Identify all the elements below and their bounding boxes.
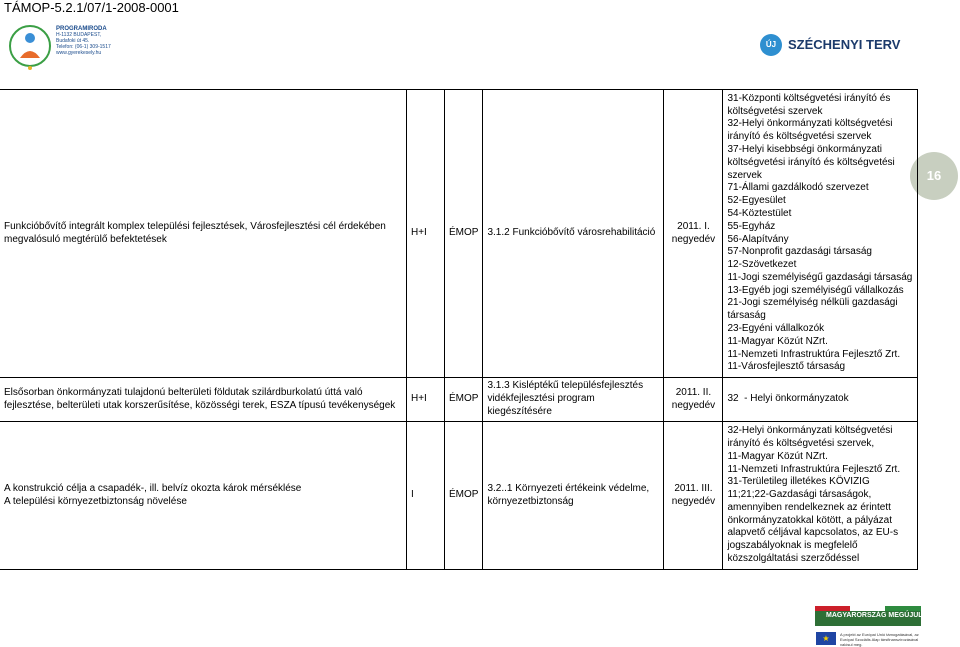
beneficiary-line: amennyiben rendelkeznek az érintett — [727, 501, 891, 513]
measure-cell: 3.1.2 Funkcióbővítő városrehabilitáció — [483, 90, 664, 378]
date-cell: 2011. III. negyedév — [664, 422, 723, 570]
goal-cell: Funkcióbővítő integrált komplex települési fejlesztések, Városfejlesztési cél érdekében megvalósuló megtérülő befektetések — [0, 90, 407, 378]
program-cell: ÉMOP — [445, 422, 483, 570]
program-table — [0, 89, 918, 570]
programiroda-logo — [8, 24, 118, 70]
beneficiary-line: 23-Egyéni vállalkozók — [727, 323, 825, 335]
page-number: 16 — [910, 152, 958, 200]
beneficiary-line: 55-Egyház — [727, 220, 776, 232]
type-cell: H+I — [407, 378, 445, 422]
beneficiary-line: 32-Helyi önkormányzati költségvetési — [727, 118, 893, 130]
beneficiary-line: 11-Magyar Közút NZrt. — [727, 335, 828, 347]
beneficiary-line: 12-Szövetkezet — [727, 259, 797, 271]
measure-cell: 3.2..1 Környezeti értékeink védelme, környezetbiztonság — [483, 422, 664, 570]
program-cell: ÉMOP — [445, 90, 483, 378]
beneficiary-line: 11-Nemzeti Infrastruktúra Fejlesztő Zrt. — [727, 348, 901, 360]
eu-flag-icon: ★ — [816, 632, 836, 645]
beneficiary-line: szervek — [727, 169, 762, 181]
date-cell: 2011. II. negyedév — [664, 378, 723, 422]
logo-name: PROGRAMIRODA — [56, 26, 107, 32]
beneficiary-line: 71-Állami gazdálkodó szervezet — [727, 182, 869, 194]
beneficiary-line: 54-Köztestület — [727, 207, 792, 219]
beneficiary-line: 13-Egyéb jogi személyiségű vállalkozás — [727, 284, 904, 296]
beneficiary-line: 11;21;22-Gazdasági társaságok, — [727, 489, 872, 501]
beneficiary-line: irányító és költségvetési szervek — [727, 131, 872, 143]
beneficiary-line: 11-Városfejlesztő társaság — [727, 361, 846, 373]
beneficiary-line: 11-Magyar Közút NZrt. — [727, 450, 828, 462]
beneficiary-line: költségvetési irányító és költségvetési — [727, 156, 895, 168]
beneficiary-line: jogszabályoknak is megfelelő — [727, 540, 858, 552]
beneficiary-line: alapvető céljával kapcsolatos, az EU-s — [727, 527, 899, 539]
beneficiary-line: irányító és költségvetési szervek, — [727, 437, 875, 449]
hungarian-flag-icon — [815, 606, 921, 611]
type-cell: H+I — [407, 90, 445, 378]
beneficiary-line: 31-Területileg illetékes KÖVIZIG — [727, 476, 870, 488]
eu-funding-text: A projekt az Európai Unió támogatásával, az Európai Szociális Alap társfinanszírozásával valósul meg. — [840, 632, 919, 647]
beneficiary-line: 37-Helyi kisebbségi önkormányzati — [727, 143, 882, 155]
beneficiary-line: 56-Alapítvány — [727, 233, 789, 245]
badge-text: MAGYARORSZÁG MEGÚJUL — [826, 612, 923, 619]
beneficiary-line: költségvetési szervek — [727, 105, 823, 117]
type-cell: I — [407, 422, 445, 570]
beneficiaries-cell — [723, 90, 918, 378]
beneficiary-line: 52-Egyesület — [727, 195, 786, 207]
program-cell: ÉMOP — [445, 378, 483, 422]
szechenyi-logo-text: SZÉCHENYI TERV — [788, 37, 901, 52]
goal-cell: A konstrukció célja a csapadék-, ill. belvíz okozta károk mérséklése A települési környezetbiztonság növelése — [0, 422, 407, 570]
beneficiary-line: társaság — [727, 310, 766, 322]
beneficiary-line: 32 - Helyi önkormányzatok — [727, 393, 849, 405]
beneficiaries-cell — [723, 422, 918, 570]
beneficiary-line: 31-Központi költségvetési irányító és — [727, 92, 891, 104]
beneficiary-line: 11-Nemzeti Infrastruktúra Fejlesztő Zrt. — [727, 463, 901, 475]
beneficiary-line: 57-Nonprofit gazdasági társaság — [727, 246, 872, 258]
beneficiary-line: önkormányzatokkal kötött, a pályázat — [727, 514, 892, 526]
measure-cell: 3.1.3 Kisléptékű településfejlesztés vidékfejlesztési program kiegészítésére — [483, 378, 664, 422]
beneficiaries-cell — [723, 378, 918, 422]
beneficiary-line: 32-Helyi önkormányzati költségvetési — [727, 425, 893, 437]
logo-phone: Telefon: (06-1) 309-1517 — [56, 44, 111, 50]
goal-cell: Elsősorban önkormányzati tulajdonú belterületi földutak szilárdburkolatú úttá való fejlesztése, belterületi utak korszerűsítése, közösségi terek, ESZA típusú tevékenységek — [0, 378, 407, 422]
logo-website: www.gyerekesely.hu — [56, 50, 102, 56]
document-id: TÁMOP-5.2.1/07/1-2008-0001 — [4, 0, 179, 15]
beneficiary-line: közszolgáltatási szerződéssel — [727, 553, 860, 565]
szechenyi-circle-icon: ÚJ — [760, 34, 782, 56]
beneficiary-line: 21-Jogi személyiség nélküli gazdasági — [727, 297, 898, 309]
beneficiary-line: 11-Jogi személyiségű gazdasági társaság — [727, 271, 913, 283]
date-cell: 2011. I. negyedév — [664, 90, 723, 378]
table-row — [0, 378, 918, 422]
logo-text — [56, 26, 118, 56]
logo-address: H-1132 BUDAPEST, Budafoki út 45. — [56, 32, 102, 44]
logo-emblem-icon — [8, 24, 52, 70]
table-row — [0, 422, 918, 570]
table-row — [0, 90, 918, 378]
